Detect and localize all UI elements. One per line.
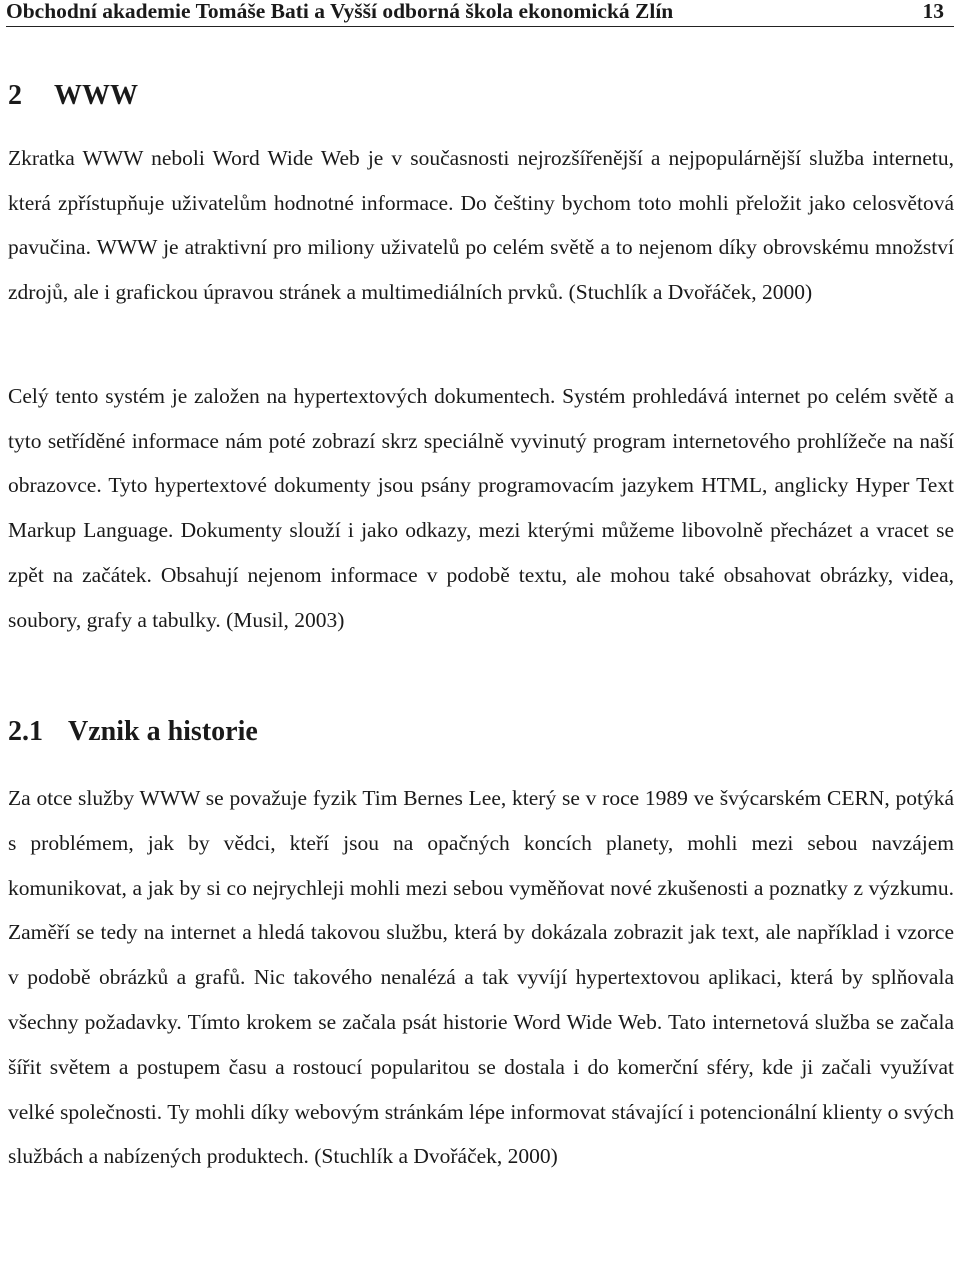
section-title: Vznik a historie — [68, 716, 258, 747]
chapter-heading — [8, 80, 138, 112]
paragraph-history: Za otce služby WWW se považuje fyzik Tim Bernes Lee, který se v roce 1989 ve švýcarském CERN, potýká s problémem, jak by vědci, kteří jsou na opačných koncích planety, mohli mezi sebou navzájem komunikovat, a jak by si co nejrychleji mohli mezi sebou vyměňovat nové zkušenosti a poznatky z výzkumu. Zaměří se tedy na internet a hledá takovou službu, která by dokázala zobrazit jak text, ale například i vzorce v podobě obrázků a grafů. Nic takového nenalézá a tak vyvíjí hypertextovou aplikaci, která by splňovala všechny požadavky. Tímto krokem se začala psát historie Word Wide Web. Tato internetová služba se začala šířit světem a postupem času a rostoucí popularitou se dostala i do komerční sféry, kde ji začali využívat velké společnosti. Ty mohli díky webovým stránkám lépe informovat stávající i potencionální klienty o svých službách a nabízených produktech. (Stuchlík a Dvořáček, 2000) — [8, 786, 954, 1169]
header-institution: Obchodní akademie Tomáše Bati a Vyšší odborná škola ekonomická Zlín — [6, 0, 674, 23]
chapter-title: WWW — [54, 80, 138, 111]
page-number: 13 — [922, 0, 944, 23]
paragraph-intro-1: Zkratka WWW neboli Word Wide Web je v současnosti nejrozšířenější a nejpopulárnější služba internetu, která zpřístupňuje uživatelům hodnotné informace. Do češtiny bychom toto mohli přeložit jako celosvětová pavučina. WWW je atraktivní pro miliony uživatelů po celém světě a to nejenom díky obrovskému množství zdrojů, ale i grafickou úpravou stránek a multimediálních prvků. (Stuchlík a Dvořáček, 2000) — [8, 146, 954, 305]
section-number: 2.1 — [8, 716, 43, 747]
section-heading — [8, 716, 258, 748]
chapter-number: 2 — [8, 80, 22, 111]
running-header — [6, 0, 954, 27]
paragraph-intro-2: Celý tento systém je založen na hypertextových dokumentech. Systém prohledává internet po celém světě a tyto setříděné informace nám poté zobrazí skrz speciálně vyvinutý program internetového prohlížeče na naší obrazovce. Tyto hypertextové dokumenty jsou psány programovacím jazykem HTML, anglicky Hyper Text Markup Language. Dokumenty slouží i jako odkazy, mezi kterými můžeme libovolně přecházet a vracet se zpět na začátek. Obsahují nejenom informace v podobě textu, ale mohou také obsahovat obrázky, videa, soubory, grafy a tabulky. (Musil, 2003) — [8, 384, 954, 632]
